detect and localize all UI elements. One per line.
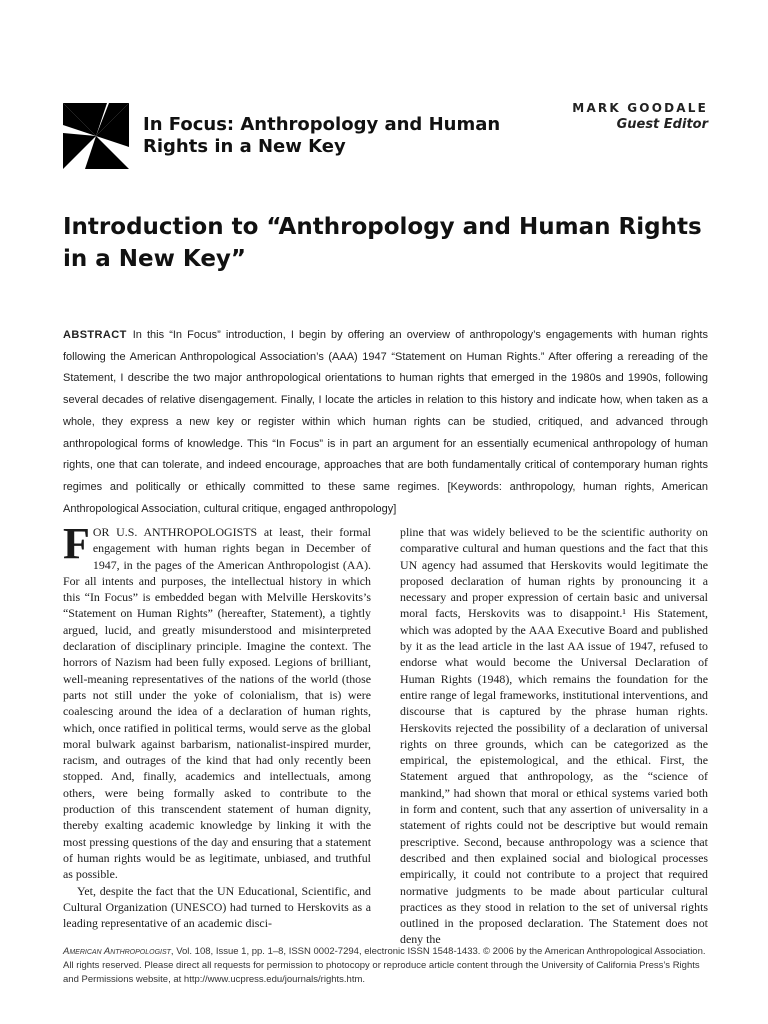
body-column-right: [400, 524, 708, 948]
rights-line: All rights reserved. Please direct all requests for permission to photocopy or reproduce article content through the University of California Press’s Rights and Permissions website, at http://www.ucpress.edu/journals/rights.htm.: [63, 960, 700, 985]
article-title: Introduction to “Anthropology and Human Rights in a New Key”: [63, 214, 702, 272]
drop-cap: F: [63, 519, 90, 568]
body-paragraph-2-start: Yet, despite the fact that the UN Educational, Scientific, and Cultural Organization (UNESCO) had turned to Herskovits as a leading representative of an academic disci-: [63, 883, 371, 931]
abstract-label: ABSTRACT: [63, 329, 127, 341]
guest-editor-block: [572, 100, 708, 134]
citation-line: [63, 945, 708, 959]
body-column-left: [63, 519, 371, 931]
abstract: [63, 325, 708, 520]
body-paragraph-1-text: OR U.S. ANTHROPOLOGISTS at least, their formal engagement with human rights began in December of 1947, in the pages of the American Anthropologist (AA). For all intents and purposes, the intellectual history in which this “In Focus” is embedded began with Melville Herskovits’s “Statement on Human Rights” (hereafter, Statement), a tightly argued, lucid, and greatly misunderstood and misinterpreted declaration of disciplinary principle. Imagine the context. The horrors of Nazism had been fully exposed. Legions of brilliant, well-meaning representatives of the nations of the world (those parts not still under the yoke of colonialism, that is) were coalescing around the idea of a declaration of human rights, which, once ratified in political terms, would serve as the global moral bulwark against barbarism, nationalist-inspired murder, racism, and outrages of the kind that had only recently been stopped. And, finally, academics and intellectuals, among others, were being formally asked to contribute to the production of this transcendent statement of human dignity, thereby exalting academic knowledge by linking it with the most pressing questions of the day and ensuring that a statement of human rights would be as legitimate, unbiased, and truthful as possible.: [63, 525, 371, 882]
editor-role: Guest Editor: [616, 117, 708, 132]
footer: [63, 945, 708, 987]
section-title: In Focus: Anthropology and Human Rights in a New Key: [143, 114, 501, 157]
editor-name: MARK GOODALE: [572, 101, 708, 115]
journal-name: American Anthropologist: [63, 946, 171, 957]
body-paragraph-2: pline that was widely believed to be the scientific authority on comparative cultural and human questions and the fact that this UN agency had assumed that Herskovits would legitimate the proposed declaration of human rights by pronouncing it a necessary and proper expression of certain basic and universal moral facts, Herskovits was to disappoint.¹ His Statement, which was adopted by the AAA Executive Board and published by it as the lead article in the last AA issue of 1947, refused to endorse what would become the Universal Declaration of Human Rights (1948), which remains the foundation for the entire range of legal frameworks, institutional interventions, and discourse that is captured by the phrase human rights. Herskovits rejected the possibility of a declaration of universal rights on three grounds, which can be categorized as the empirical, the epistemological, and the ethical. First, the Statement argued that anthropology, as the “science of mankind,” had shown that moral or ethical systems varied both in form and content, such that any assertion of universality in a statement of rights could not be descriptive but would remain prescriptive. Second, because anthropology was a science that described and then explained social and biological processes empirically, it could not contribute to a project that required normative judgments to be made about particular cultural practices as they stood in relation to the set of universal rights outlined in the proposed declaration. The Statement does not deny the: [400, 525, 708, 947]
pinwheel-logo-icon: [63, 103, 129, 169]
citation-text: , Vol. 108, Issue 1, pp. 1–8, ISSN 0002-7294, electronic ISSN 1548-1433. © 2006 by the American Anthropological Association.: [170, 946, 706, 957]
body-paragraph-1: [63, 519, 371, 883]
abstract-text: In this “In Focus” introduction, I begin by offering an overview of anthropology’s engagements with human rights following the American Anthropological Association’s (AAA) 1947 “Statement on Human Rights.” After offering a rereading of the Statement, I describe the two major anthropological orientations to human rights that emerged in the 1980s and 1990s, following several decades of relative disengagement. Finally, I locate the articles in relation to this history and indicate how, when taken as a whole, they express a new key or register within which human rights can be studied, critiqued, and advanced through anthropological forms of knowledge. This “In Focus” is in part an argument for an essentially ecumenical anthropology of human rights, one that can tolerate, and indeed encourage, approaches that are both fundamentally critical of contemporary human rights regimes and politically or ethically committed to these same regimes. [Keywords: anthropology, human rights, American Anthropological Association, cultural critique, engaged anthropology]: [63, 329, 708, 515]
